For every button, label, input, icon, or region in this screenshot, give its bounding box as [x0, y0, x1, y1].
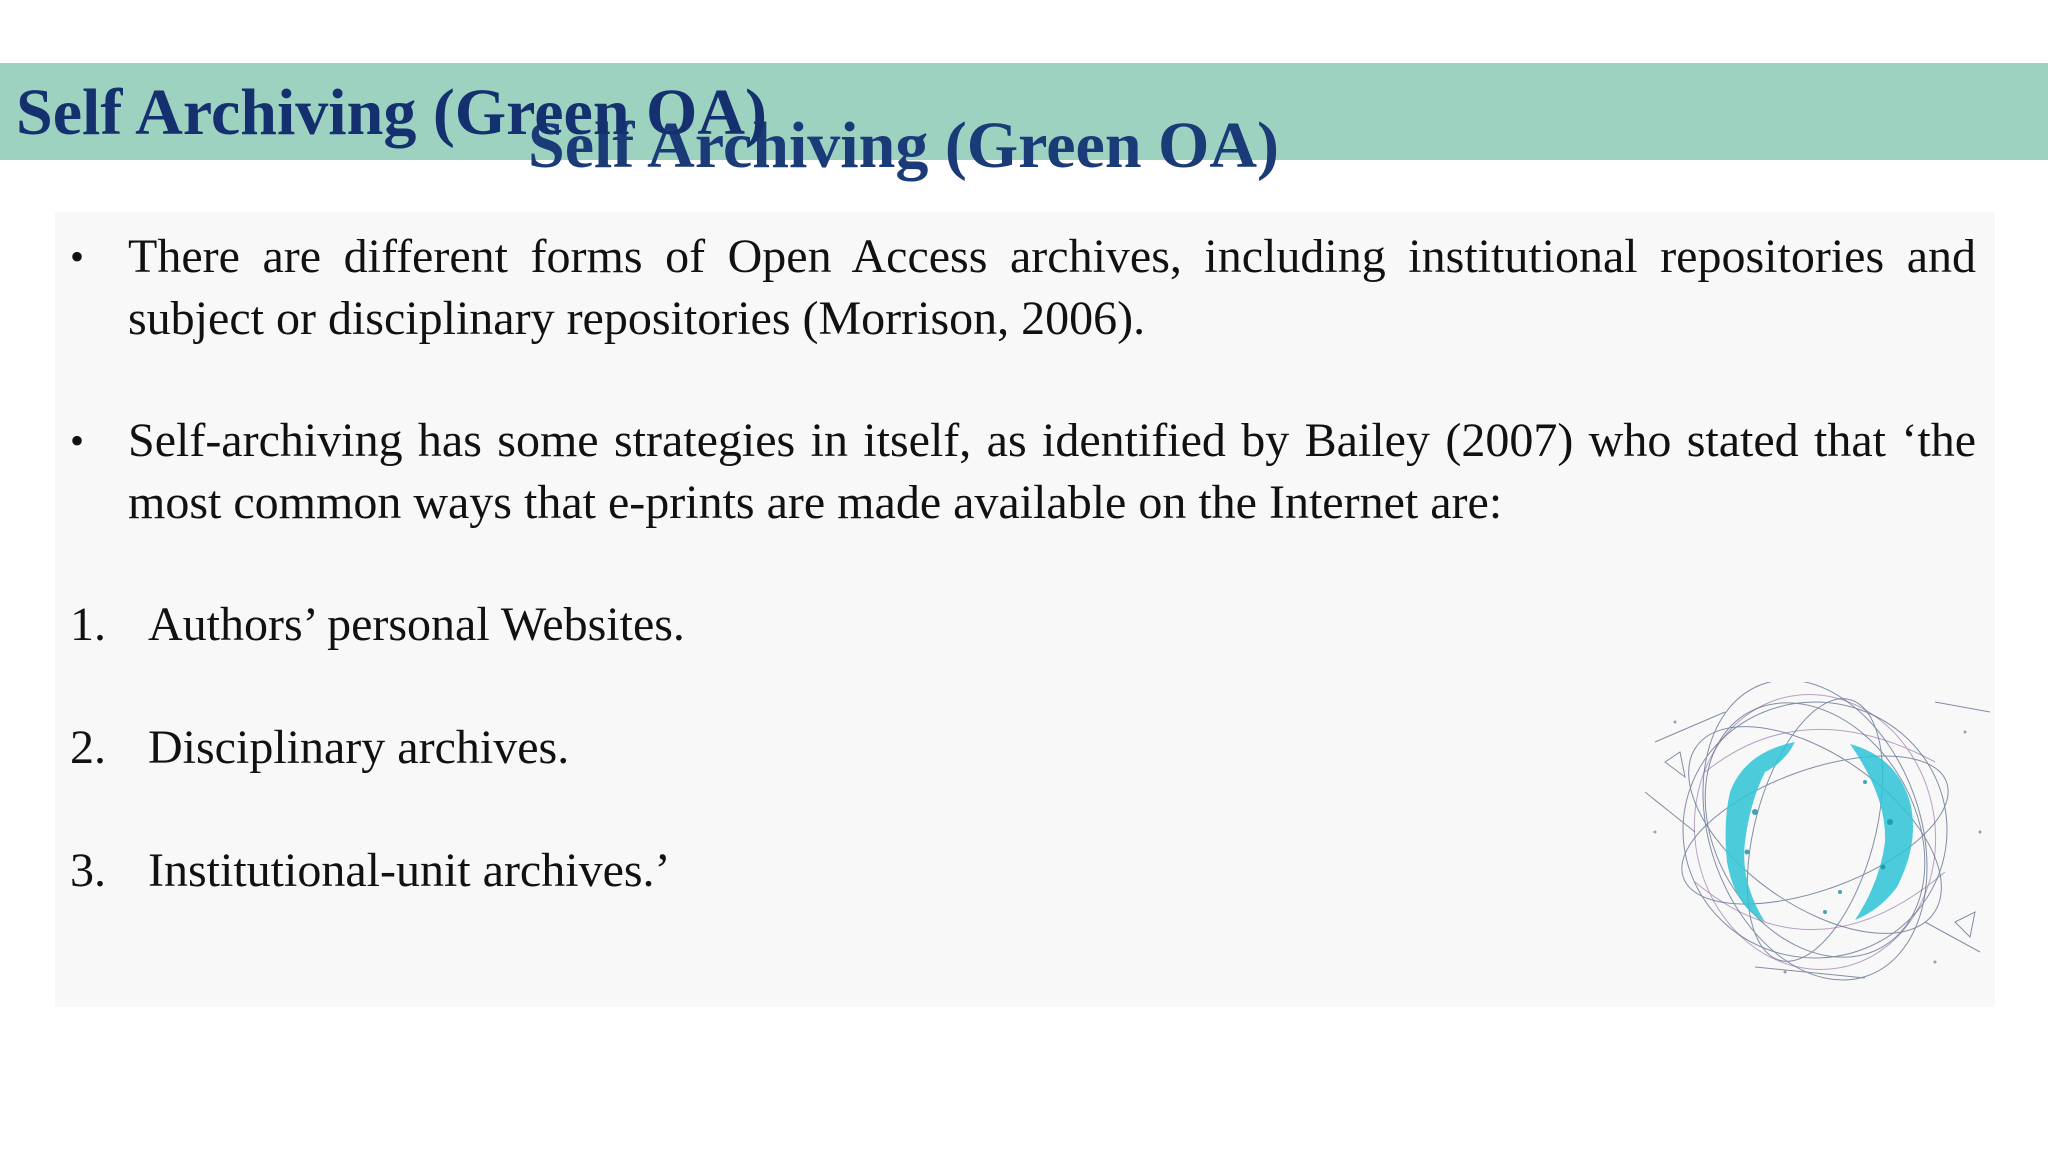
- bullet-text: Self-archiving has some strategies in itself, as identified by Bailey (2007) who stated that ‘the most common ways that e-prints are made available on the Internet are:: [128, 414, 1976, 529]
- list-number: 1.: [70, 598, 106, 651]
- list-text: Institutional-unit archives.’: [148, 844, 671, 897]
- bullet-item-1: [70, 226, 1976, 350]
- globe-network-icon: [1635, 682, 1995, 982]
- list-item-2: [70, 717, 569, 779]
- bullet-marker: •: [70, 418, 85, 463]
- bullet-marker: •: [70, 234, 85, 279]
- title-echo: Self Archiving (Green OA): [528, 109, 1280, 182]
- list-number: 3.: [70, 844, 106, 897]
- list-item-3: [70, 840, 671, 902]
- bullet-text: There are different forms of Open Access archives, including institutional repositories and subject or disciplinary repositories (Morrison, 2006).: [128, 230, 1976, 345]
- list-text: Authors’ personal Websites.: [148, 598, 685, 651]
- list-item-1: [70, 594, 685, 656]
- list-number: 2.: [70, 721, 106, 774]
- slide-title: Self Archiving (Green OA): [16, 76, 768, 149]
- bullet-item-2: [70, 410, 1976, 534]
- list-text: Disciplinary archives.: [148, 721, 570, 774]
